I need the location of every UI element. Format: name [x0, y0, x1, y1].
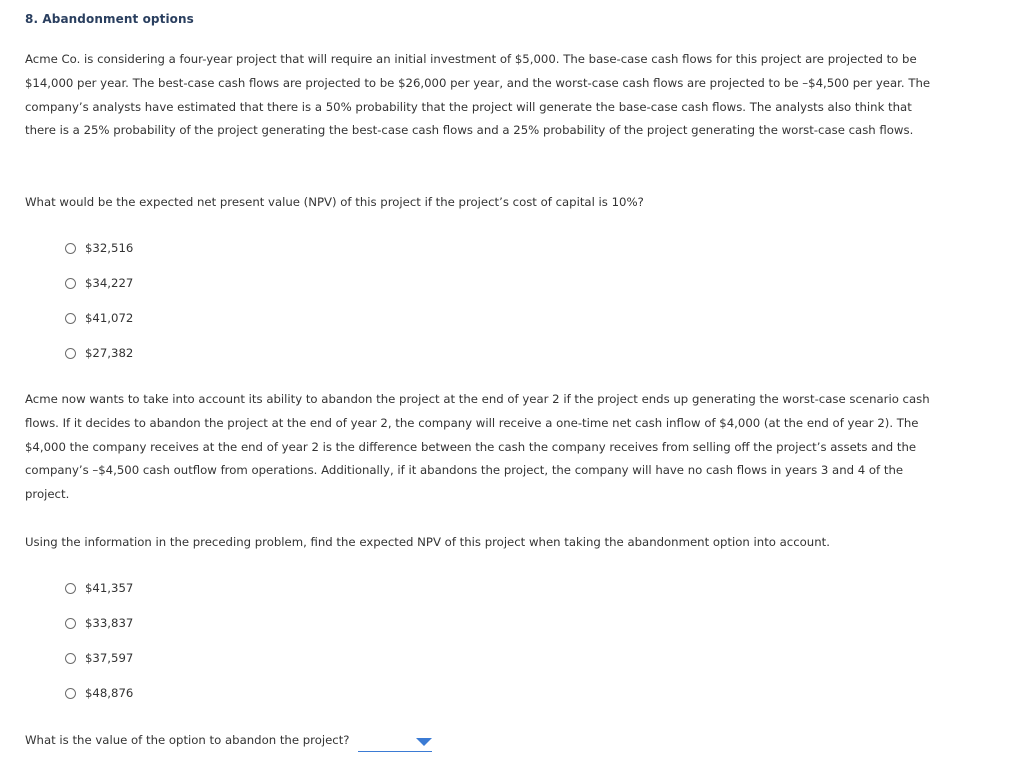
- option-value-row: [25, 731, 432, 749]
- abandon-npv-option-3[interactable]: [65, 642, 365, 677]
- abandon-npv-question-prompt: Using the information in the preceding problem, find the expected NPV of this project when taking the abandonment option into account.: [25, 535, 830, 549]
- option-label: $41,072: [85, 311, 134, 325]
- option-value-dropdown[interactable]: [358, 734, 432, 752]
- abandon-npv-option-1[interactable]: [65, 572, 365, 607]
- npv-option-1[interactable]: [65, 232, 365, 267]
- abandon-npv-option-2[interactable]: [65, 607, 365, 642]
- npv-option-3[interactable]: [65, 302, 365, 337]
- radio-button[interactable]: [65, 688, 76, 699]
- radio-button[interactable]: [65, 583, 76, 594]
- abandon-npv-options-group: [65, 572, 365, 712]
- npv-question-prompt: What would be the expected net present value (NPV) of this project if the project’s cost of capital is 10%?: [25, 195, 644, 209]
- option-label: $27,382: [85, 346, 134, 360]
- npv-options-group: [65, 232, 365, 372]
- option-value-prompt: What is the value of the option to abandon the project?: [25, 733, 350, 747]
- npv-option-4[interactable]: [65, 337, 365, 372]
- radio-button[interactable]: [65, 243, 76, 254]
- option-label: $32,516: [85, 241, 134, 255]
- radio-button[interactable]: [65, 653, 76, 664]
- dropdown-arrow-icon[interactable]: [416, 738, 432, 746]
- abandon-npv-option-4[interactable]: [65, 677, 365, 712]
- radio-button[interactable]: [65, 313, 76, 324]
- option-label: $48,876: [85, 686, 134, 700]
- option-label: $37,597: [85, 651, 134, 665]
- radio-button[interactable]: [65, 348, 76, 359]
- npv-option-2[interactable]: [65, 267, 365, 302]
- radio-button[interactable]: [65, 278, 76, 289]
- intro-paragraph: Acme Co. is considering a four-year project that will require an initial investment of $5,000. The base-case cash flows for this project are projected to be $14,000 per year. The best-case cash flows are projected to be $26,000 per year, and the worst-case cash flows are projected to be –$4,500 per year. The company’s analysts have estimated that there is a 50% probability that the project will generate the base-case cash flows. The analysts also think that there is a 25% probability of the project generating the best-case cash flows and a 25% probability of the project generating the worst-case cash flows.: [25, 52, 931, 138]
- question-title: 8. Abandonment options: [25, 12, 194, 26]
- abandon-paragraph: Acme now wants to take into account its ability to abandon the project at the end of year 2 if the project ends up generating the worst-case scenario cash flows. If it decides to abandon the project at the end of year 2, the company will receive a one-time net cash inflow of $4,000 (at the end of year 2). The $4,000 the company receives at the end of year 2 is the difference between the cash the company receives from selling off the project’s assets and the company’s –$4,500 cash outflow from operations. Additionally, if it abandons the project, the company will have no cash flows in years 3 and 4 of the project.: [25, 392, 930, 502]
- option-label: $34,227: [85, 276, 134, 290]
- option-label: $33,837: [85, 616, 134, 630]
- option-label: $41,357: [85, 581, 134, 595]
- radio-button[interactable]: [65, 618, 76, 629]
